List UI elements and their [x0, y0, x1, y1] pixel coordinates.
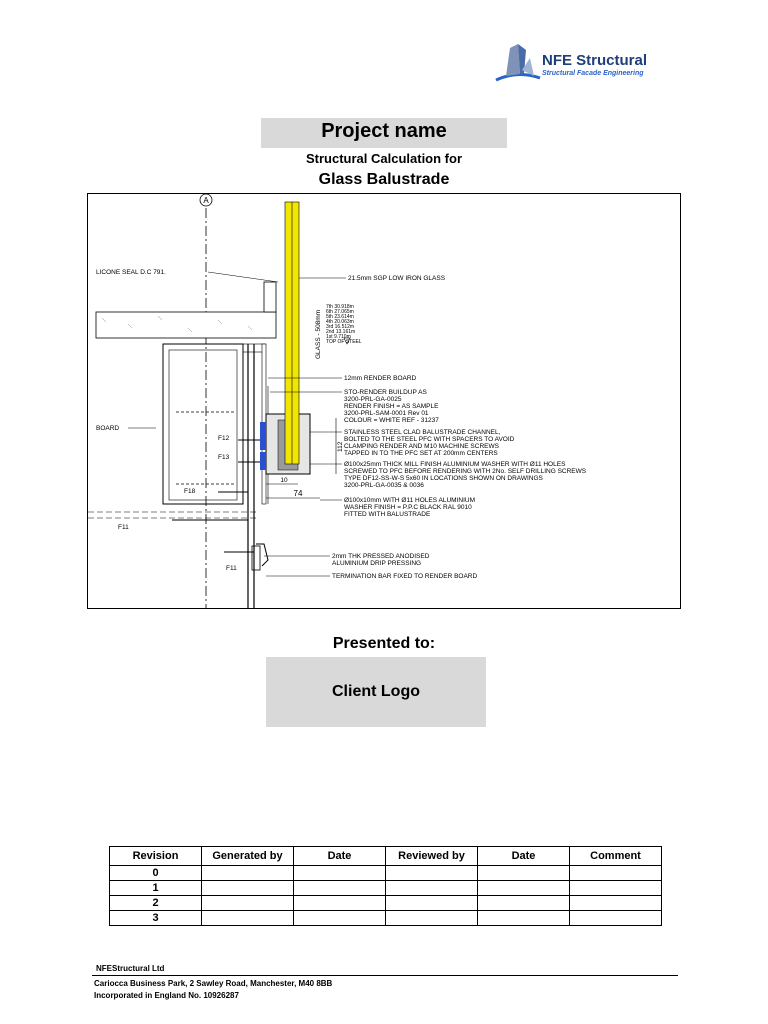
table-row	[110, 881, 662, 896]
level-1: 7th 30.918m	[326, 304, 354, 310]
table-cell	[294, 896, 386, 911]
section-drawing	[87, 193, 681, 609]
table-cell	[570, 896, 662, 911]
label-washer-b-1: Ø100x10mm WITH Ø11 HOLES ALUMINIUM	[344, 497, 475, 504]
level-4: 4th 20.063m	[326, 319, 354, 325]
revision-table	[109, 846, 662, 926]
label-render-buildup-3: RENDER FINISH = AS SAMPLE	[344, 403, 439, 410]
table-cell	[294, 866, 386, 881]
label-render-buildup-2: 3200-PRL-GA-0025	[344, 396, 402, 403]
table-cell	[570, 866, 662, 881]
fixing-f11-a: F11	[118, 524, 129, 531]
presented-to-heading: Presented to:	[332, 635, 436, 652]
table-cell	[202, 896, 294, 911]
label-washer-b-3: FITTED WITH BALUSTRADE	[344, 511, 431, 518]
footer-divider	[92, 975, 678, 976]
table-cell	[202, 866, 294, 881]
label-drip-1: 2mm THK PRESSED ANODISED	[332, 553, 430, 560]
label-washer-a-3: TYPE DF12-SS-W-S 5x60 IN LOCATIONS SHOWN ON DRAWINGS	[344, 475, 543, 482]
table-row	[110, 911, 662, 926]
label-render-buildup-5: COLOUR = WHITE REF - 31237	[344, 417, 439, 424]
level-top: TOP OF STEEL	[326, 339, 362, 345]
level-3: 5th 23.614m	[326, 314, 354, 320]
level-2: 6th 27.065m	[326, 309, 354, 315]
label-channel-4: TAPPED IN TO THE PFC SET AT 200mm CENTERS	[344, 450, 498, 457]
col-reviewed-by: Reviewed by	[386, 847, 478, 866]
fixing-f12: F12	[218, 435, 230, 442]
fixing-f18: F18	[184, 488, 196, 495]
label-glass: 21.5mm SGP LOW IRON GLASS	[348, 275, 446, 282]
table-cell	[294, 911, 386, 926]
label-channel-1: STAINLESS STEEL CLAD BALUSTRADE CHANNEL,	[344, 429, 501, 436]
label-termination: TERMINATION BAR FIXED TO RENDER BOARD	[332, 573, 478, 580]
label-render-buildup-1: STO-RENDER BUILDUP AS	[344, 389, 427, 396]
table-cell	[386, 896, 478, 911]
fixing-f11-b: F11	[226, 565, 237, 572]
col-generated-by: Generated by	[202, 847, 294, 866]
level-5: 3rd 16.512m	[326, 324, 355, 330]
label-drip-2: ALUMINIUM DRIP PRESSING	[332, 560, 422, 567]
table-cell	[386, 866, 478, 881]
table-cell	[478, 911, 570, 926]
revision-number: 2	[110, 896, 202, 911]
table-cell	[478, 866, 570, 881]
table-row	[110, 866, 662, 881]
dim-112: 112	[337, 441, 344, 452]
revision-header-row	[110, 847, 662, 866]
label-washer-a-2: SCREWED TO PFC BEFORE RENDERING WITH 2No. SELF DRILLING SCREWS	[344, 468, 587, 475]
table-cell	[478, 896, 570, 911]
dim-10: 10	[280, 477, 288, 484]
level-7: 1st 9.710m	[326, 334, 351, 340]
document-subtitle: Structural Calculation for	[305, 151, 463, 166]
label-board: BOARD	[96, 425, 120, 432]
table-row	[110, 896, 662, 911]
label-channel-3: CLAMPING RENDER AND M10 MACHINE SCREWS	[344, 443, 499, 450]
label-channel-2: BOLTED TO THE STEEL PFC WITH SPACERS TO AVOID	[344, 436, 515, 443]
gridline-label: A	[203, 196, 209, 205]
fixing-f13: F13	[218, 454, 230, 461]
label-washer-b-2: WASHER FINISH = P.P.C BLACK RAL 9010	[344, 504, 472, 511]
table-cell	[202, 911, 294, 926]
col-revision: Revision	[110, 847, 202, 866]
revision-number: 3	[110, 911, 202, 926]
building-logo-icon	[494, 40, 542, 84]
label-render-buildup-4: 3200-PRL-SAM-0001 Rev 01	[344, 410, 429, 417]
table-cell	[202, 881, 294, 896]
table-cell	[386, 881, 478, 896]
table-cell	[570, 881, 662, 896]
footer-address: Cariocca Business Park, 2 Sawley Road, Manchester, M40 8BB	[94, 979, 333, 988]
company-tagline: Structural Facade Engineering	[542, 70, 644, 77]
company-name: NFE Structural	[542, 52, 648, 69]
label-washer-a-4: 3200-PRL-GA-0035 & 0036	[344, 482, 424, 489]
dim-74: 74	[293, 489, 303, 498]
label-render-board: 12mm RENDER BOARD	[344, 375, 417, 382]
label-silicone-seal: LICONE SEAL D.C 791.	[96, 269, 166, 276]
table-cell	[570, 911, 662, 926]
client-logo-text: Client Logo	[332, 683, 420, 700]
revision-number: 0	[110, 866, 202, 881]
revision-number: 1	[110, 881, 202, 896]
col-date-2: Date	[478, 847, 570, 866]
table-cell	[386, 911, 478, 926]
footer-company: NFEStructural Ltd	[96, 964, 165, 973]
col-comment: Comment	[570, 847, 662, 866]
label-washer-a-1: Ø100x25mm THICK MILL FINISH ALUMINIUM WASHER WITH Ø11 HOLES	[344, 461, 566, 468]
project-name: Project name	[321, 120, 447, 142]
table-cell	[478, 881, 570, 896]
level-6: 2nd 13.161m	[326, 329, 356, 335]
col-date: Date	[294, 847, 386, 866]
glass-dimension: GLASS - 508mm	[315, 309, 322, 359]
table-cell	[294, 881, 386, 896]
footer-registration: Incorporated in England No. 10926287	[94, 991, 239, 1000]
product-name: Glass Balustrade	[318, 171, 450, 188]
